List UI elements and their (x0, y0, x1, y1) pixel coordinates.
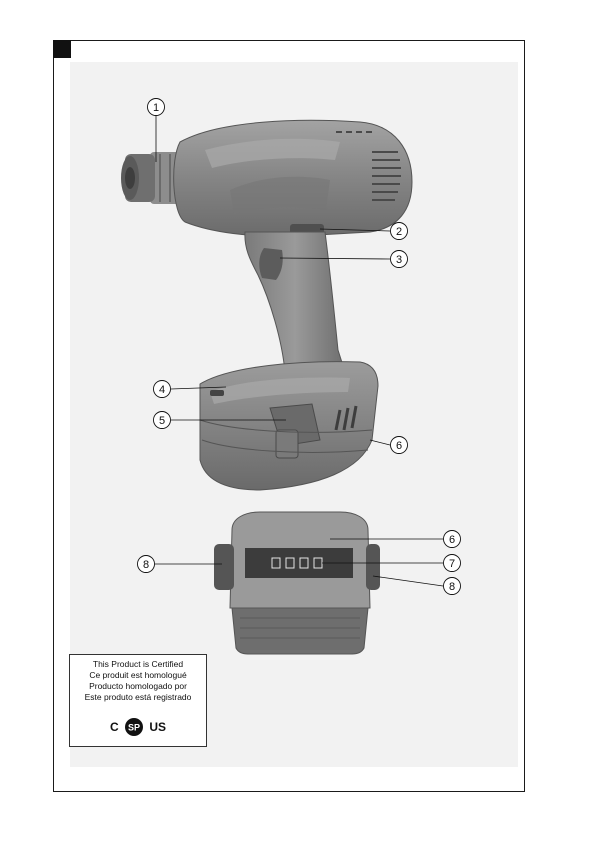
svg-text:8: 8 (448, 581, 456, 593)
battery-pack-illustration (214, 512, 380, 654)
svg-text:3: 3 (395, 254, 403, 266)
certification-box (69, 654, 207, 747)
svg-text:5: 5 (158, 415, 166, 427)
svg-text:8: 8 (142, 559, 150, 571)
release-button-right-illustration (366, 544, 380, 590)
csa-us-label: US (149, 719, 167, 734)
svg-text:1: 1 (152, 102, 160, 114)
callout-1 (148, 99, 165, 116)
release-button-left-illustration (214, 544, 234, 590)
csa-c-label: C (109, 719, 119, 734)
callout-7 (444, 555, 461, 572)
svg-text:2: 2 (395, 226, 403, 238)
csa-mark (70, 717, 206, 739)
grip-handle (245, 232, 345, 372)
callout-6-battery (444, 531, 461, 548)
cert-line-french: Ce produit est homologué (89, 670, 187, 680)
cert-line-portuguese: Este produto está registrado (84, 692, 192, 702)
callout-6-tool (391, 437, 408, 454)
callout-4 (154, 381, 171, 398)
callout-8-left (138, 556, 155, 573)
svg-text:6: 6 (395, 440, 403, 452)
csa-logo-icon (124, 717, 144, 737)
callout-2 (391, 223, 408, 240)
svg-text:4: 4 (158, 384, 166, 396)
cert-line-english: This Product is Certified (92, 659, 184, 669)
attached-battery-illustration (200, 362, 378, 490)
callout-8-right (444, 578, 461, 595)
callout-3 (391, 251, 408, 268)
svg-text:7: 7 (448, 558, 456, 570)
svg-text:6: 6 (448, 534, 456, 546)
callout-5 (154, 412, 171, 429)
impact-wrench-illustration (121, 120, 412, 490)
cert-line-spanish: Producto homologado por (89, 681, 187, 691)
svg-text:SP: SP (127, 722, 141, 733)
